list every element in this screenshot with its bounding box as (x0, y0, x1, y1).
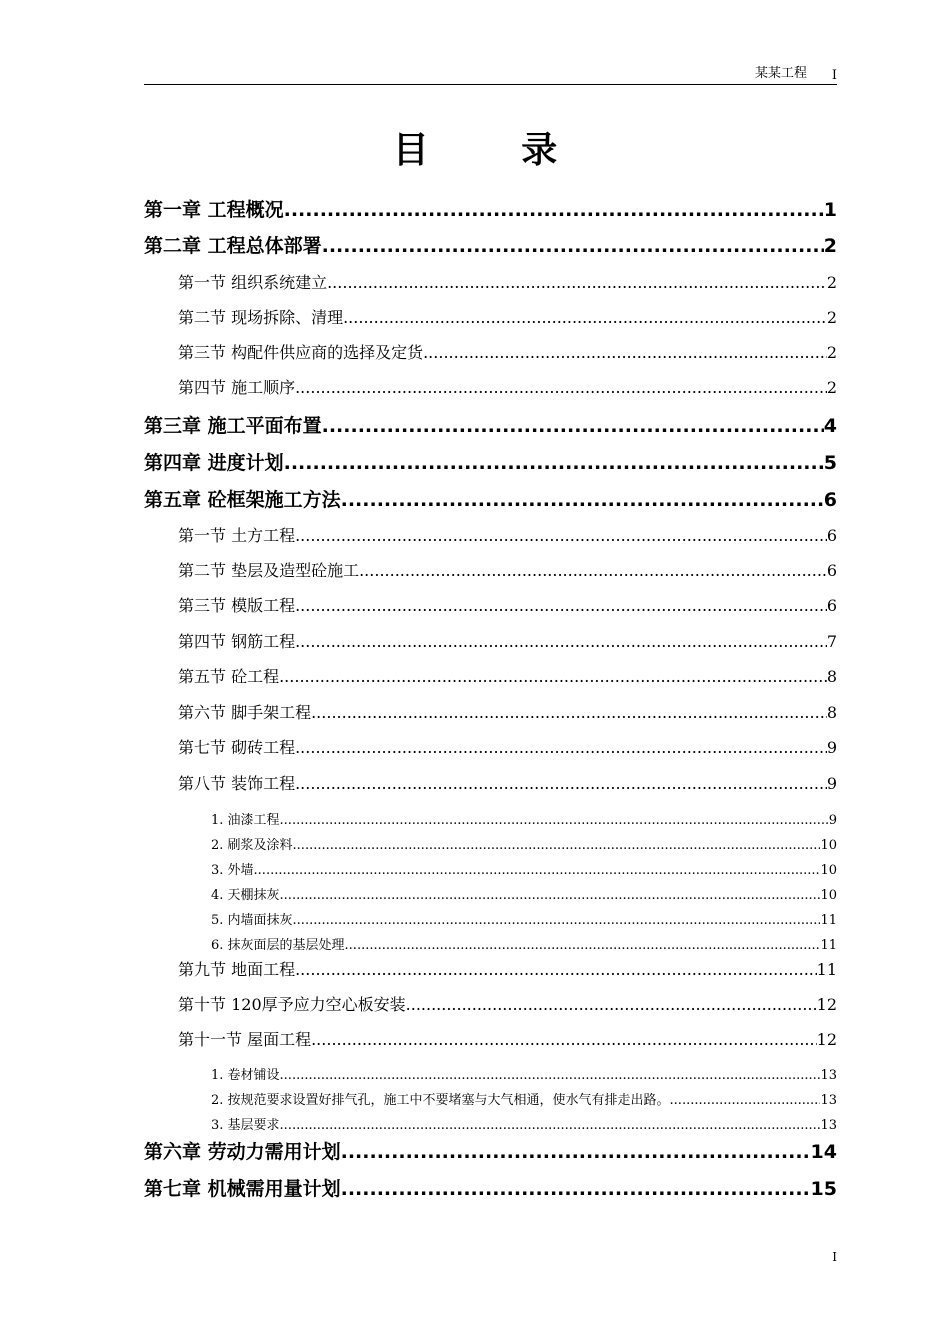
toc-entry-page: 9 (828, 813, 837, 828)
toc-entry-section[interactable] (178, 595, 837, 617)
toc-entry-item[interactable] (211, 862, 837, 880)
dot-leader (280, 1117, 821, 1135)
toc-entry-label: 第二节 垫层及造型砼施工 (178, 561, 360, 580)
toc-entry-chapter[interactable] (144, 234, 837, 258)
toc-entry-chapter[interactable] (144, 414, 837, 438)
toc-entry-page: 11 (820, 913, 837, 928)
toc-entry-page: 2 (826, 273, 837, 292)
toc-entry-section[interactable] (178, 525, 837, 547)
toc-entry-section[interactable] (178, 631, 837, 653)
toc-entry-label: 第五章 砼框架施工方法 (144, 489, 341, 511)
toc-entry-page: 8 (826, 667, 837, 686)
toc-entry-label: 3. 基层要求 (211, 1118, 280, 1133)
dot-leader (284, 451, 824, 475)
dot-leader (406, 994, 817, 1016)
toc-entry-page: 2 (826, 343, 837, 362)
footer-page-number: I (832, 1250, 837, 1264)
toc-entry-label: 第二节 现场拆除、清理 (178, 308, 344, 327)
toc-entry-section[interactable] (178, 560, 837, 582)
toc-entry-page: 11 (816, 960, 837, 979)
dot-leader (293, 912, 821, 930)
dot-leader (341, 1140, 811, 1164)
toc-entry-page: 6 (826, 561, 837, 580)
toc-entry-item[interactable] (211, 1092, 837, 1110)
dot-leader (343, 307, 827, 329)
dot-leader (345, 937, 821, 955)
toc-entry-label: 第一节 土方工程 (178, 526, 296, 545)
toc-entry-page: 4 (823, 415, 837, 437)
toc-entry-page: 9 (826, 774, 837, 793)
dot-leader (295, 525, 827, 547)
toc-entry-label: 第四节 施工顺序 (178, 378, 296, 397)
toc-entry-item[interactable] (211, 887, 837, 905)
toc-entry-label: 第七节 砌砖工程 (178, 738, 296, 757)
toc-entry-label: 第九节 地面工程 (178, 960, 296, 979)
dot-leader (295, 595, 827, 617)
dot-leader (341, 488, 824, 512)
dot-leader (280, 887, 821, 905)
toc-entry-section[interactable] (178, 666, 837, 688)
dot-leader (280, 812, 829, 830)
dot-leader (327, 272, 827, 294)
toc-entry-label: 第六章 劳动力需用计划 (144, 1141, 341, 1163)
dot-leader (284, 198, 824, 222)
toc-entry-page: 13 (820, 1118, 837, 1133)
toc-entry-item[interactable] (211, 912, 837, 930)
dot-leader (322, 234, 824, 258)
toc-entry-section[interactable] (178, 959, 837, 981)
toc-entry-label: 第三章 施工平面布置 (144, 415, 322, 437)
toc-entry-label: 5. 内墙面抹灰 (211, 913, 293, 928)
toc-entry-page: 9 (826, 738, 837, 757)
dot-leader (311, 1029, 817, 1051)
toc-entry-label: 2. 按规范要求设置好排气孔，施工中不要堵塞与大气相通，使水气有排走出路。 (211, 1093, 670, 1108)
dot-leader (670, 1092, 821, 1110)
dot-leader (295, 959, 817, 981)
toc-entry-label: 第八节 装饰工程 (178, 774, 296, 793)
dot-leader (295, 737, 827, 759)
toc-entry-label: 4. 天棚抹灰 (211, 888, 280, 903)
toc-entry-page: 12 (816, 995, 837, 1014)
header-page-number: I (831, 68, 837, 83)
toc-entry-section[interactable] (178, 377, 837, 399)
toc-entry-page: 1 (823, 199, 837, 221)
dot-leader (293, 837, 821, 855)
toc-entry-label: 2. 刷浆及涂料 (211, 838, 293, 853)
toc-entry-label: 第四章 进度计划 (144, 452, 284, 474)
header-title: 某某工程 (754, 66, 807, 81)
dot-leader (341, 1177, 811, 1201)
toc-entry-page: 12 (816, 1030, 837, 1049)
toc-entry-chapter[interactable] (144, 1177, 837, 1201)
toc-entry-section[interactable] (178, 994, 837, 1016)
toc-entry-label: 第十节 120厚予应力空心板安装 (178, 995, 406, 1014)
toc-entry-page: 8 (826, 703, 837, 722)
dot-leader (322, 414, 824, 438)
toc-entry-page: 11 (820, 938, 837, 953)
toc-entry-label: 第十一节 屋面工程 (178, 1030, 312, 1049)
toc-entry-section[interactable] (178, 342, 837, 364)
toc-entry-chapter[interactable] (144, 1140, 837, 1164)
toc-entry-label: 1. 卷材铺设 (211, 1068, 280, 1083)
toc-entry-item[interactable] (211, 1067, 837, 1085)
toc-entry-page: 10 (820, 838, 837, 853)
dot-leader (295, 631, 827, 653)
toc-title: 目 录 (392, 130, 598, 171)
dot-leader (423, 342, 827, 364)
toc-entry-label: 1. 油漆工程 (211, 813, 280, 828)
toc-entry-label: 第六节 脚手架工程 (178, 703, 312, 722)
toc-entry-label: 3. 外墙 (211, 863, 254, 878)
toc-entry-label: 第一章 工程概况 (144, 199, 284, 221)
toc-entry-label: 第七章 机械需用量计划 (144, 1178, 341, 1200)
dot-leader (295, 773, 827, 795)
toc-entry-section[interactable] (178, 272, 837, 294)
toc-entry-page: 6 (826, 526, 837, 545)
toc-entry-section[interactable] (178, 737, 837, 759)
toc-entry-chapter[interactable] (144, 451, 837, 475)
toc-entry-page: 10 (820, 888, 837, 903)
toc-entry-page: 6 (823, 489, 837, 511)
dot-leader (280, 1067, 821, 1085)
toc-entry-section[interactable] (178, 307, 837, 329)
toc-entry-label: 第三节 模版工程 (178, 596, 296, 615)
toc-entry-label: 第五节 砼工程 (178, 667, 280, 686)
toc-entry-item[interactable] (211, 1117, 837, 1135)
toc-entry-page: 14 (810, 1141, 837, 1163)
toc-entry-page: 6 (826, 596, 837, 615)
toc-entry-label: 6. 抹灰面层的基层处理 (211, 938, 345, 953)
toc-entry-section[interactable] (178, 1029, 837, 1051)
toc-entry-section[interactable] (178, 773, 837, 795)
toc-entry-label: 第三节 构配件供应商的选择及定货 (178, 343, 424, 362)
toc-entry-chapter[interactable] (144, 198, 837, 222)
toc-entry-label: 第四节 钢筋工程 (178, 632, 296, 651)
toc-entry-section[interactable] (178, 702, 837, 724)
toc-entry-chapter[interactable] (144, 488, 837, 512)
toc-entry-page: 15 (810, 1178, 837, 1200)
toc-entry-item[interactable] (211, 812, 837, 830)
toc-entry-page: 7 (826, 632, 837, 651)
toc-entry-page: 5 (823, 452, 837, 474)
dot-leader (295, 377, 827, 399)
toc-entry-item[interactable] (211, 937, 837, 955)
toc-entry-item[interactable] (211, 837, 837, 855)
dot-leader (279, 666, 827, 688)
toc-entry-page: 10 (820, 863, 837, 878)
toc-entry-page: 13 (820, 1068, 837, 1083)
dot-leader (311, 702, 827, 724)
toc-entry-label: 第一节 组织系统建立 (178, 273, 328, 292)
toc-entry-page: 13 (820, 1093, 837, 1108)
page-header (144, 66, 837, 85)
dot-leader (254, 862, 821, 880)
toc-entry-page: 2 (826, 378, 837, 397)
toc-entry-page: 2 (826, 308, 837, 327)
toc-entry-label: 第二章 工程总体部署 (144, 235, 322, 257)
dot-leader (359, 560, 827, 582)
toc-entry-page: 2 (823, 235, 837, 257)
